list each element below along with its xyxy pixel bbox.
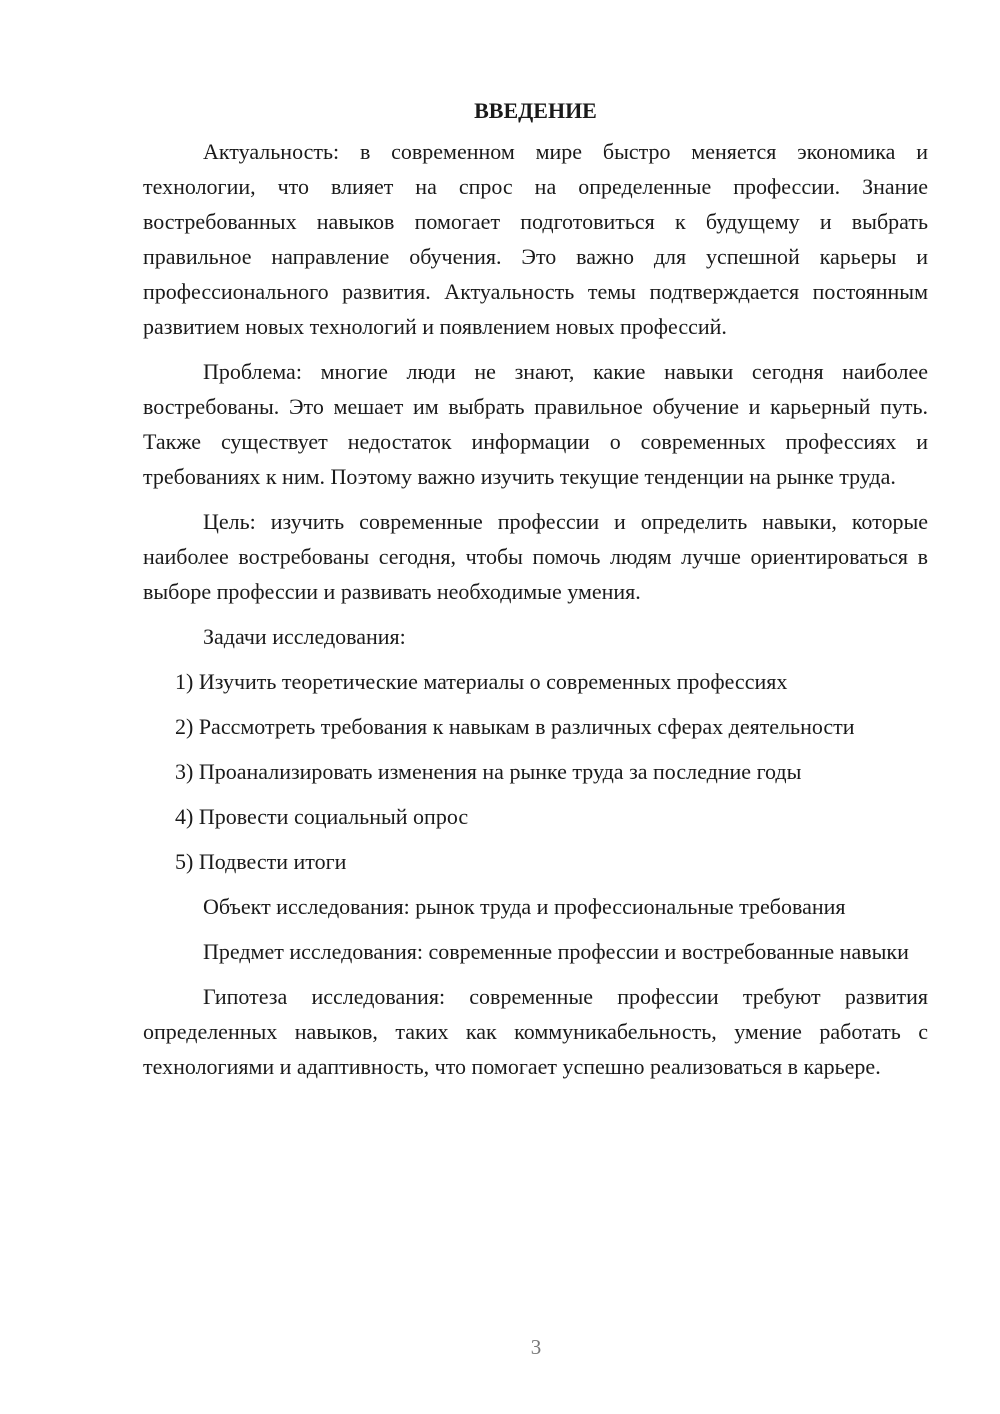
task-item-2: 2) Рассмотреть требования к навыкам в различных сферах деятельности (175, 714, 855, 739)
paragraph-relevance: Актуальность: в современном мире быстро меняется экономика и технологии, что влияет на спрос на определенные профессии. Знание востребованных навыков помогает подготовиться к будущему и выбрать правильное направление обучения. Это важно для успешной карьеры и профессионального развития. Актуальность темы подтверждается постоянным развитием новых технологий и появлением новых профессий. (143, 139, 928, 339)
paragraph-problem: Проблема: многие люди не знают, какие навыки сегодня наиболее востребованы. Это мешает им выбрать правильное обучение и карьерный путь. Также существует недостаток информации о современных профессиях и требованиях к ним. Поэтому важно изучить текущие тенденции на рынке труда. (143, 359, 928, 489)
document-page (143, 93, 928, 1094)
paragraph-hypothesis: Гипотеза исследования: современные профессии требуют развития определенных навыков, таких как коммуникабельность, умение работать с технологиями и адаптивность, что помогает успешно реализоваться в карьере. (143, 984, 928, 1079)
paragraph-subject: Предмет исследования: современные профессии и востребованные навыки (203, 939, 909, 964)
task-item-3: 3) Проанализировать изменения на рынке труда за последние годы (175, 759, 802, 784)
paragraph-object: Объект исследования: рынок труда и профессиональные требования (203, 894, 846, 919)
page-number: 3 (530, 1335, 542, 1359)
tasks-heading: Задачи исследования: (203, 624, 406, 649)
paragraph-goal: Цель: изучить современные профессии и определить навыки, которые наиболее востребованы сегодня, чтобы помочь людям лучше ориентироваться в выборе профессии и развивать необходимые умения. (143, 509, 928, 604)
task-item-1: 1) Изучить теоретические материалы о современных профессиях (175, 669, 788, 694)
section-title: ВВЕДЕНИЕ (474, 98, 597, 123)
task-item-5: 5) Подвести итоги (175, 849, 347, 874)
task-item-4: 4) Провести социальный опрос (175, 804, 469, 829)
